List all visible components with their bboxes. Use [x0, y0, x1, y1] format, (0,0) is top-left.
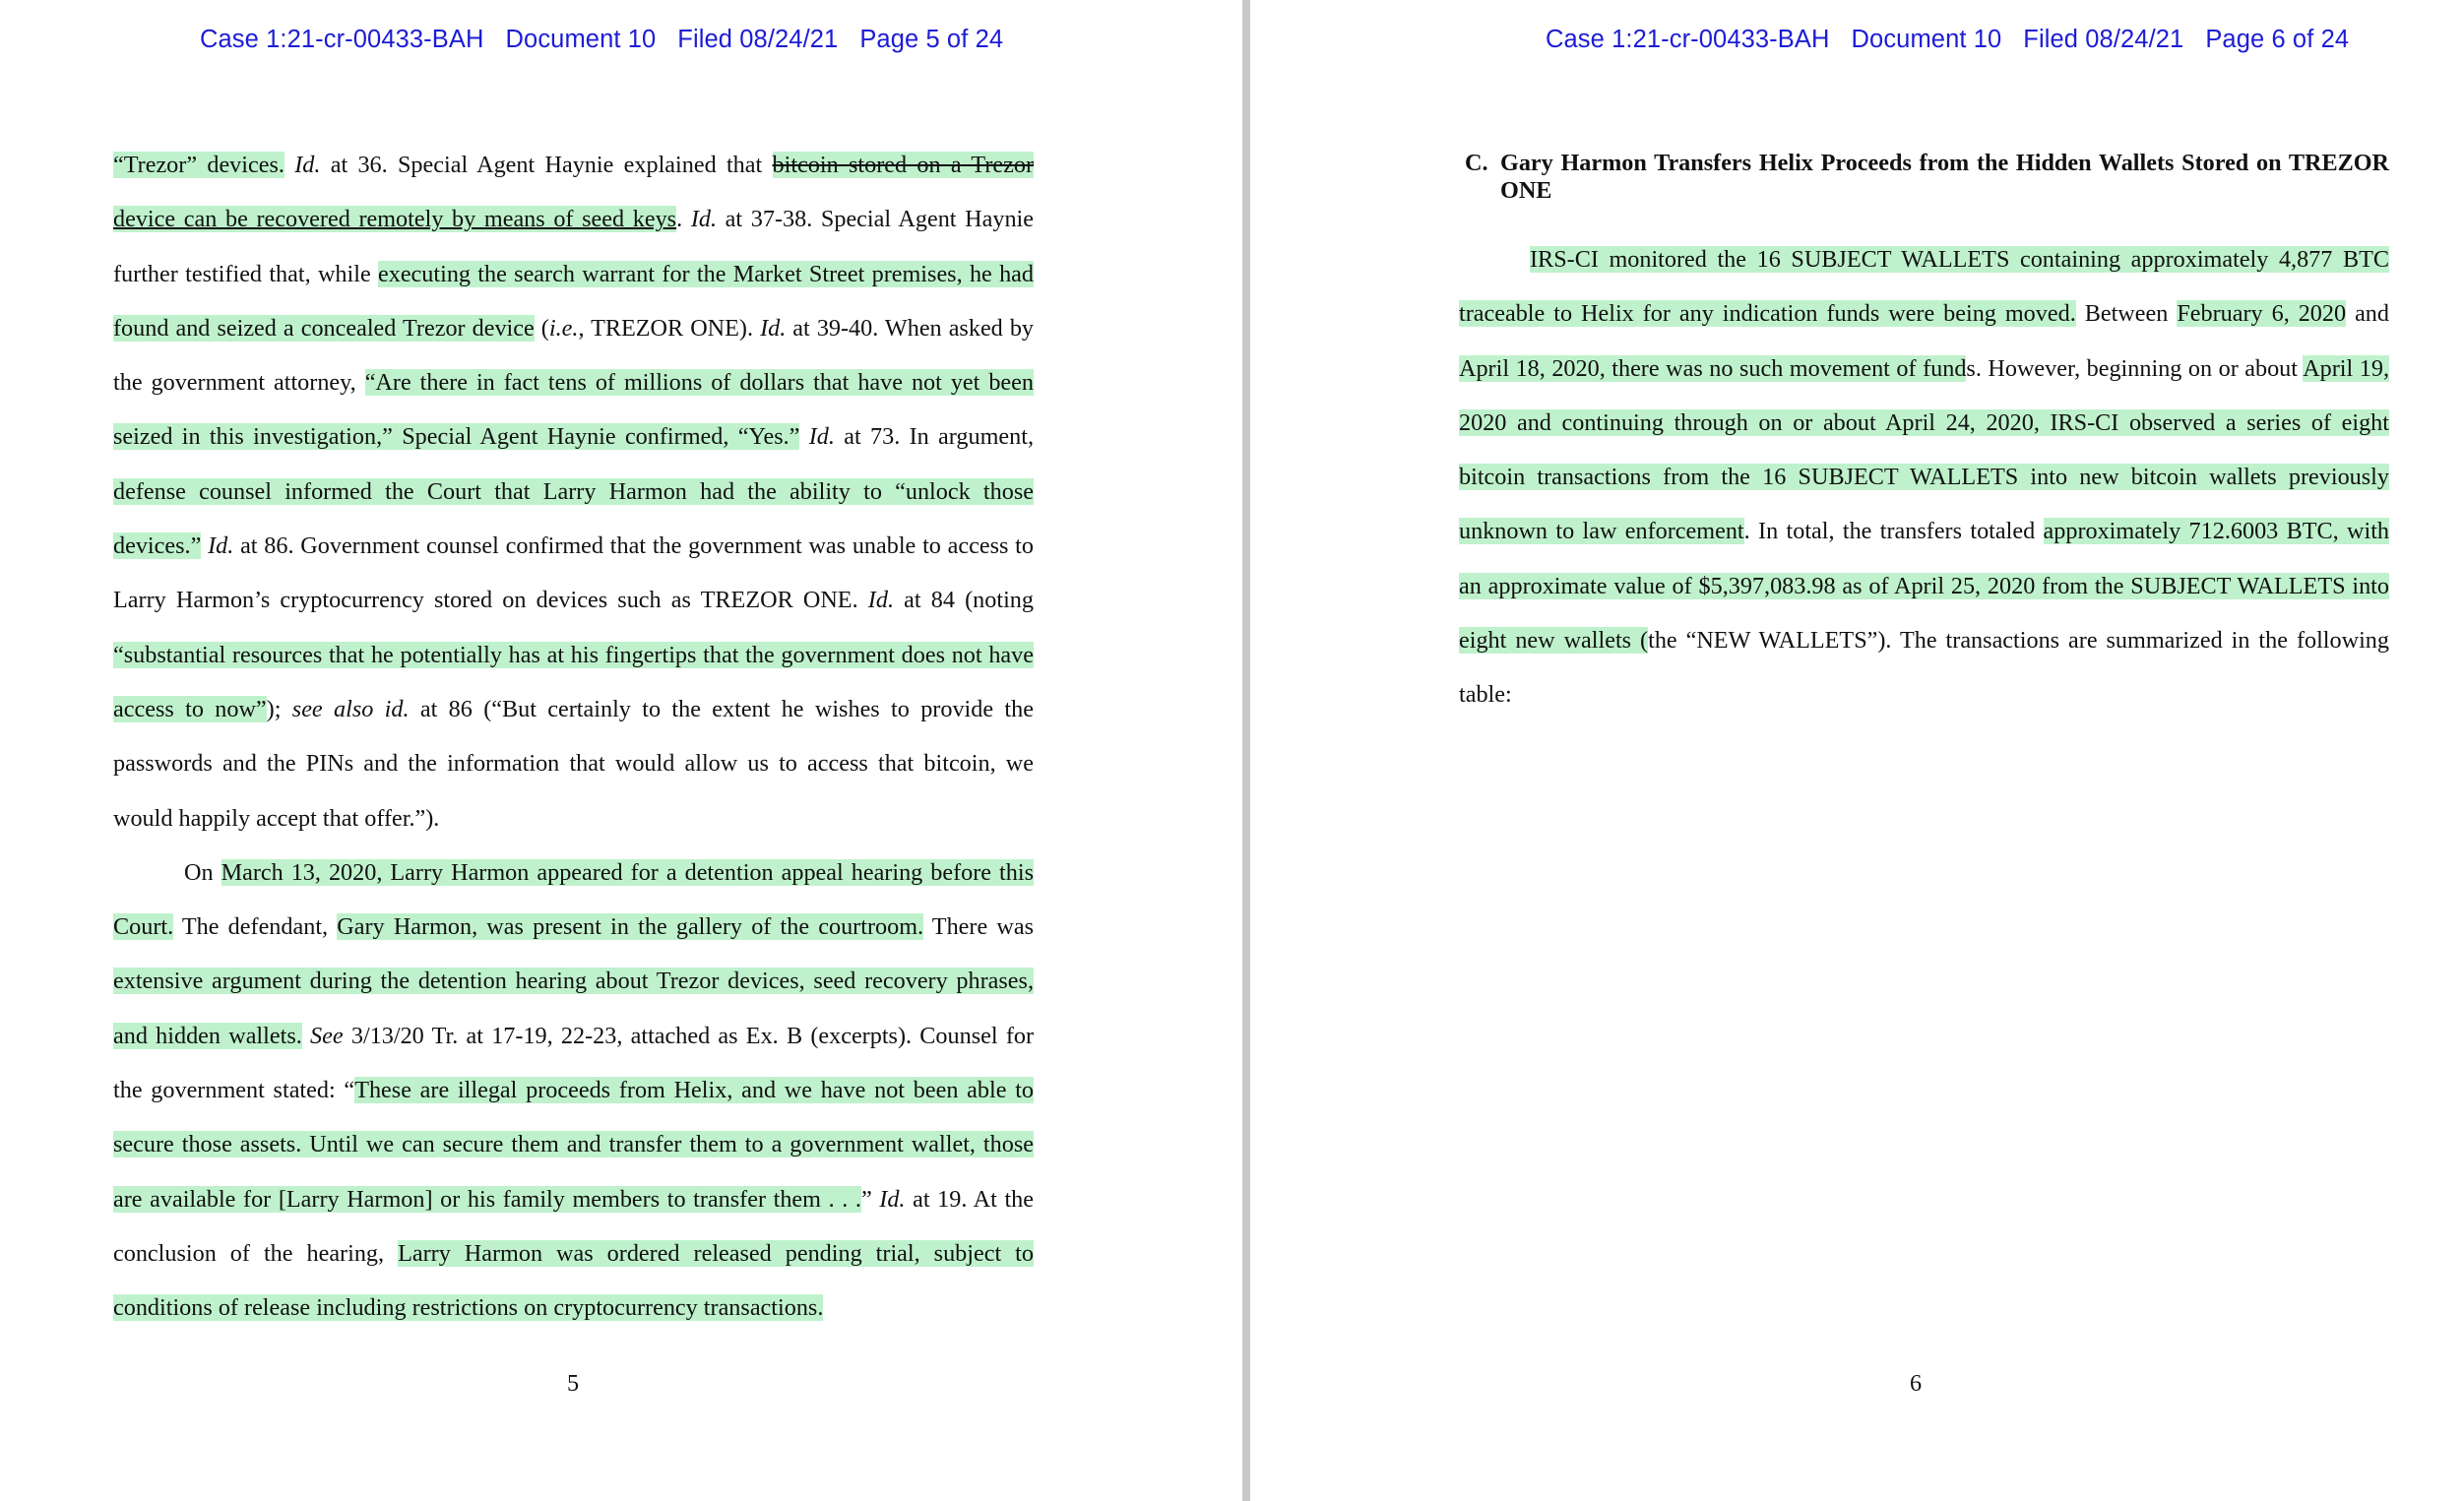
highlight: April 18, 2020, there was no such movement of fund [1459, 354, 1967, 382]
citation: Id. [294, 152, 321, 178]
section-title: Gary Harmon Transfers Helix Proceeds from the Hidden Wallets Stored on TREZOR ONE [1500, 150, 2389, 204]
text-run: ( [534, 314, 549, 342]
text-run: . [676, 206, 691, 233]
citation: Id. [690, 206, 718, 233]
text-run: at 73. In argument, [834, 423, 1035, 451]
text-run: the “NEW WALLETS”). The transactions are summarized in the following table: [1459, 627, 2389, 709]
citation: Id. [808, 423, 835, 451]
highlight: executing the search warrant for the Market Street premises, he had found and seized a concealed Trezor device [113, 260, 1034, 342]
text-run: ); [266, 695, 292, 722]
text-run [302, 1023, 310, 1049]
highlight-strikethrough: bitcoin stored on a Trezor [772, 152, 1035, 178]
highlight: IRS-CI monitored the 16 SUBJECT WALLETS containing approximately 4,877 BTC traceable to Helix for any indication funds were being moved. [1459, 246, 2389, 328]
citation: i.e. [548, 314, 579, 342]
text-run: at 84 (noting [894, 587, 1034, 614]
page-number: 6 [1910, 1370, 1923, 1397]
text-run [284, 152, 294, 178]
text-run: Between [2075, 300, 2178, 328]
paragraph [1459, 232, 2389, 722]
filed-date: Filed 08/24/21 [677, 26, 839, 53]
text-run: s. However, beginning on or about [1966, 354, 2304, 382]
document-number: Document 10 [505, 26, 657, 53]
case-number: Case 1:21-cr-00433-BAH [200, 26, 484, 53]
highlight-underline: device can be recovered remotely by means of seed keys [113, 206, 677, 233]
highlight: Gary Harmon, was present in the gallery of the courtroom. [337, 913, 924, 941]
text-run: at 19. At the conclusion of the hearing, [113, 1185, 1034, 1267]
highlight: approximately 712.6003 BTC, with an approximate value of $5,397,083.98 as of April 25, 2020 from the SUBJECT WALLETS into eight new wallets ( [1459, 518, 2390, 655]
text-run: The defendant, [173, 913, 338, 941]
text-run: On [184, 858, 221, 886]
text-run: at 37-38. Special Agent Haynie further testified that, while [113, 206, 1035, 287]
text-run: ” [860, 1185, 880, 1213]
section-heading [1465, 150, 2389, 205]
highlight: extensive argument during the detention hearing about Trezor devices, seed recovery phrases, and hidden wallets. [113, 968, 1034, 1049]
citation: see also id. [291, 695, 410, 722]
text-run: at 86 (“But certainly to the extent he wishes to provide the passwords and the PINs and the information that would allow us to access that bitcoin, we would happily accept that offer.”). [113, 695, 1034, 832]
citation: Id. [879, 1185, 906, 1213]
text-run: at 36. Special Agent Haynie explained that [320, 152, 773, 178]
page-body [1459, 232, 2389, 722]
text-run [799, 423, 808, 450]
page-indicator: Page 5 of 24 [859, 26, 1004, 53]
highlight: “Trezor” devices. [113, 152, 284, 178]
page-body [113, 138, 1034, 1336]
text-run: . In total, the transfers totaled [1743, 518, 2044, 545]
page-number: 5 [567, 1370, 580, 1397]
section-letter: C. [1465, 150, 1488, 176]
document-page-6 [1250, 0, 2464, 1501]
page-header [1546, 26, 2349, 54]
highlight: April 19, 2020 and continuing through on or about April 24, 2020, IRS-CI observed a series of eight bitcoin transactions from the 16 SUBJECT WALLETS into new bitcoin wallets previously unknown to law enforcement [1459, 354, 2389, 545]
citation: Id. [760, 314, 787, 342]
highlight: “Are there in fact tens of millions of dollars that have not yet been seized in this investigation,” Special Agent Haynie confirmed, “Yes.” [113, 369, 1034, 451]
highlight: February 6, 2020 [2177, 300, 2347, 328]
citation: See [310, 1022, 344, 1049]
text-run: 3/13/20 Tr. at 17-19, 22-23, attached as Ex. B (excerpts). Counsel for the government stated: “ [113, 1022, 1035, 1104]
text-run: There was [923, 913, 1034, 941]
highlight: “substantial resources that he potentially has at his fingertips that the government does not have access to now” [113, 641, 1034, 722]
case-number: Case 1:21-cr-00433-BAH [1546, 26, 1830, 53]
document-number: Document 10 [1851, 26, 2002, 53]
highlight: defense counsel informed the Court that Larry Harmon had the ability to “unlock those devices.” [113, 477, 1034, 560]
text-run: at 86. Government counsel confirmed that the government was unable to access to Larry Harmon’s cryptocurrency stored on devices such as TREZOR ONE. [113, 532, 1034, 614]
text-run: , TREZOR ONE). [578, 314, 761, 342]
page-indicator: Page 6 of 24 [2205, 26, 2350, 53]
page-divider [1242, 0, 1250, 1501]
highlight: March 13, 2020, Larry Harmon appeared for a detention appeal hearing before this Court. [113, 858, 1034, 941]
paragraph [113, 138, 1034, 845]
citation: Id. [867, 587, 894, 614]
page-header [200, 26, 1003, 54]
text-run: at 39-40. When asked by the government attorney, [113, 314, 1035, 397]
highlight: These are illegal proceeds from Helix, and we have not been able to secure those assets. Until we can secure them and transfer them to a government wallet, those are available for [Larry Harmon] or his family members to transfer them . . . [113, 1077, 1035, 1213]
highlight: Larry Harmon was ordered released pending trial, subject to conditions of release including restrictions on cryptocurrency transactions. [113, 1239, 1034, 1322]
filed-date: Filed 08/24/21 [2023, 26, 2184, 53]
citation: Id. [208, 532, 234, 560]
paragraph [113, 845, 1034, 1336]
text-run: and [2346, 300, 2389, 328]
